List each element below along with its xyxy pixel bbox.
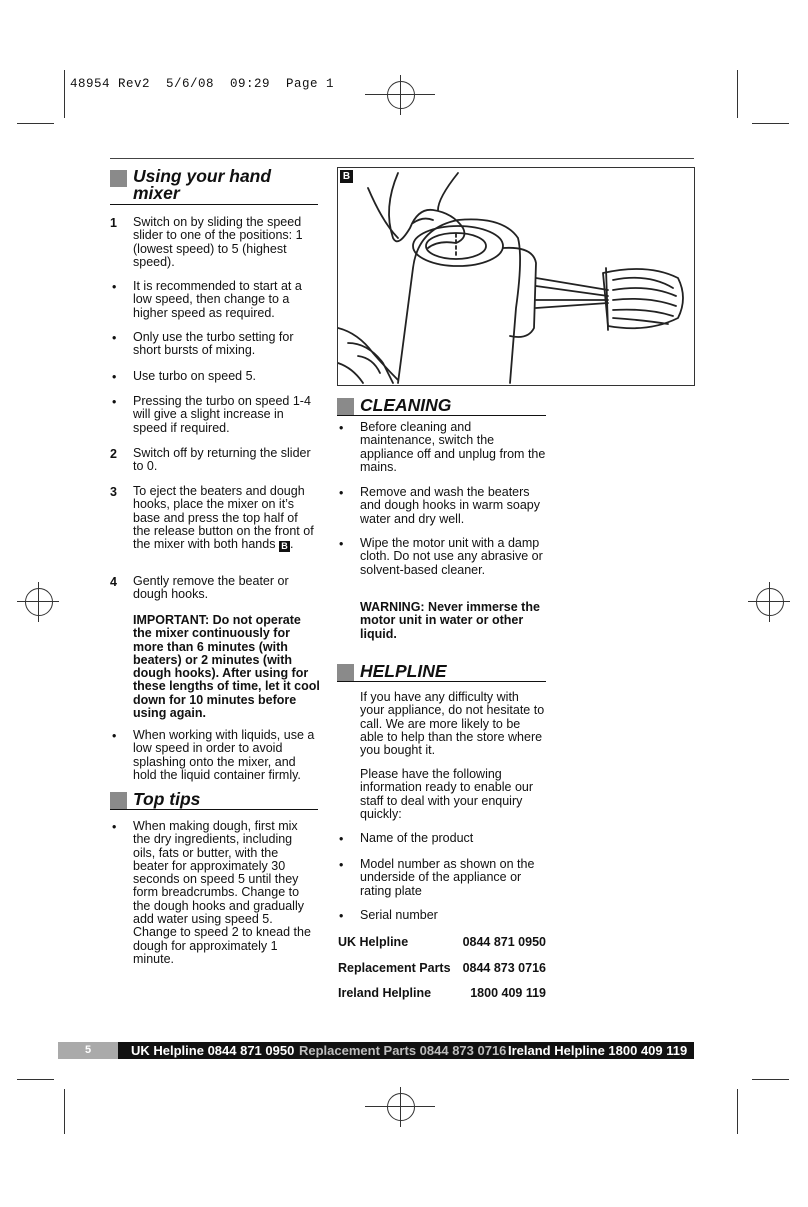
bullet: •	[339, 537, 344, 551]
phone-label: UK Helpline	[338, 935, 409, 949]
section-title-using: Using your hand mixer	[133, 166, 272, 203]
help-item: Model number as shown on the underside of the appliance or rating plate	[360, 857, 535, 898]
bullet-text: Pressing the turbo on speed 1-4 will give a slight increase in speed if required.	[133, 394, 311, 435]
figure-ref-badge: B	[279, 541, 290, 552]
section-rule	[337, 681, 546, 682]
bullet: •	[339, 421, 344, 435]
cleaning-item: Remove and wash the beaters and dough hooks in warm soapy water and dry well.	[360, 485, 540, 526]
bullet: •	[339, 832, 344, 846]
bullet-text: Use turbo on speed 5.	[133, 369, 256, 383]
section-title-tips: Top tips	[133, 789, 201, 809]
crop-mark	[737, 70, 738, 118]
bullet-text: Only use the turbo setting for short bursts of mixing.	[133, 330, 294, 358]
footer-uk-helpline: UK Helpline 0844 871 0950	[131, 1043, 295, 1058]
crop-mark	[752, 1079, 789, 1080]
bullet: •	[112, 280, 117, 294]
cleaning-item: Wipe the motor unit with a damp cloth. Do not use any abrasive or solvent-based cleaner.	[360, 536, 543, 577]
phone-label: Replacement Parts	[338, 961, 451, 975]
section-title-cleaning: CLEANING	[360, 395, 452, 415]
phone-label: Ireland Helpline	[338, 986, 432, 1000]
help-item: Serial number	[360, 908, 438, 922]
crop-mark	[17, 123, 54, 124]
step-text: Gently remove the beater or dough hooks.	[133, 574, 289, 602]
section-rule	[110, 204, 318, 205]
phone-number: 1800 409 119	[470, 986, 546, 1000]
step-number: 4	[110, 575, 117, 589]
section-rule	[110, 809, 318, 810]
section-marker	[110, 170, 127, 187]
registration-mark	[365, 75, 435, 115]
section-marker	[337, 664, 354, 681]
bullet: •	[112, 820, 117, 834]
step-text: To eject the beaters and dough hooks, place the mixer on it’s base and press the top half of the release button on the front of the mixer with both hands B .	[133, 484, 314, 552]
mixer-illustration	[337, 167, 695, 386]
section-title-helpline: HELPLINE	[360, 661, 447, 681]
crop-mark	[17, 1079, 54, 1080]
footer-ireland-helpline: Ireland Helpline 1800 409 119	[508, 1043, 688, 1058]
step-number: 3	[110, 485, 117, 499]
print-slug: 48954 Rev2 5/6/08 09:29 Page 1	[70, 77, 335, 91]
section-marker	[110, 792, 127, 809]
step-number: 2	[110, 447, 117, 461]
header-rule	[110, 158, 694, 159]
bullet: •	[339, 858, 344, 872]
crop-mark	[737, 1089, 738, 1134]
bullet: •	[112, 729, 117, 743]
page-number: 5	[58, 1042, 118, 1059]
step-text: Switch on by sliding the speed slider to one of the positions: 1 (lowest speed) to 5 (highest speed).	[133, 215, 303, 269]
footer-replacement-parts: Replacement Parts 0844 873 0716	[299, 1043, 507, 1058]
tip-text: When making dough, first mix the dry ingredients, including oils, fats or butter, with the beater for approximately 30 seconds on speed 5 until they form breadcrumbs. Change to the dough hooks and gradually add water using speed 5. Change to speed 2 to knead the dough for approximately 1 minute.	[133, 819, 311, 966]
step-number: 1	[110, 216, 117, 230]
bullet: •	[112, 370, 117, 384]
step-text: Switch off by returning the slider to 0.	[133, 446, 311, 474]
help-item: Name of the product	[360, 831, 474, 845]
registration-mark	[748, 582, 790, 622]
phone-number: 0844 873 0716	[462, 961, 546, 975]
bullet: •	[339, 486, 344, 500]
bullet-text: It is recommended to start at a low speed, then change to a higher speed as required.	[133, 279, 302, 320]
section-marker	[337, 398, 354, 415]
bullet: •	[112, 395, 117, 409]
bullet: •	[339, 909, 344, 923]
bullet-text: When working with liquids, use a low speed in order to avoid splashing onto the mixer, and hold the liquid container firmly.	[133, 728, 315, 782]
registration-mark	[365, 1087, 435, 1127]
bullet: •	[112, 331, 117, 345]
phone-number: 0844 871 0950	[462, 935, 546, 949]
crop-mark	[64, 1089, 65, 1134]
section-rule	[337, 415, 546, 416]
hand-mixer-drawing	[338, 168, 694, 385]
helpline-info: Please have the following information ready to enable our staff to deal with your enquiry quickly:	[360, 767, 534, 821]
warning-notice: WARNING: Never immerse the motor unit in water or other liquid.	[360, 600, 540, 641]
crop-mark	[64, 70, 65, 118]
registration-mark	[17, 582, 59, 622]
important-notice: IMPORTANT: Do not operate the mixer continuously for more than 6 minutes (with beaters) or 2 minutes (with dough hooks). After using for these lengths of time, let it cool down for 10 minutes before using again.	[133, 613, 320, 721]
crop-mark	[752, 123, 789, 124]
helpline-intro: If you have any difficulty with your appliance, do not hesitate to call. We are more likely to be able to help than the store where you bought it.	[360, 690, 545, 758]
figure-label: B	[340, 170, 353, 183]
cleaning-item: Before cleaning and maintenance, switch the appliance off and unplug from the mains.	[360, 420, 546, 474]
